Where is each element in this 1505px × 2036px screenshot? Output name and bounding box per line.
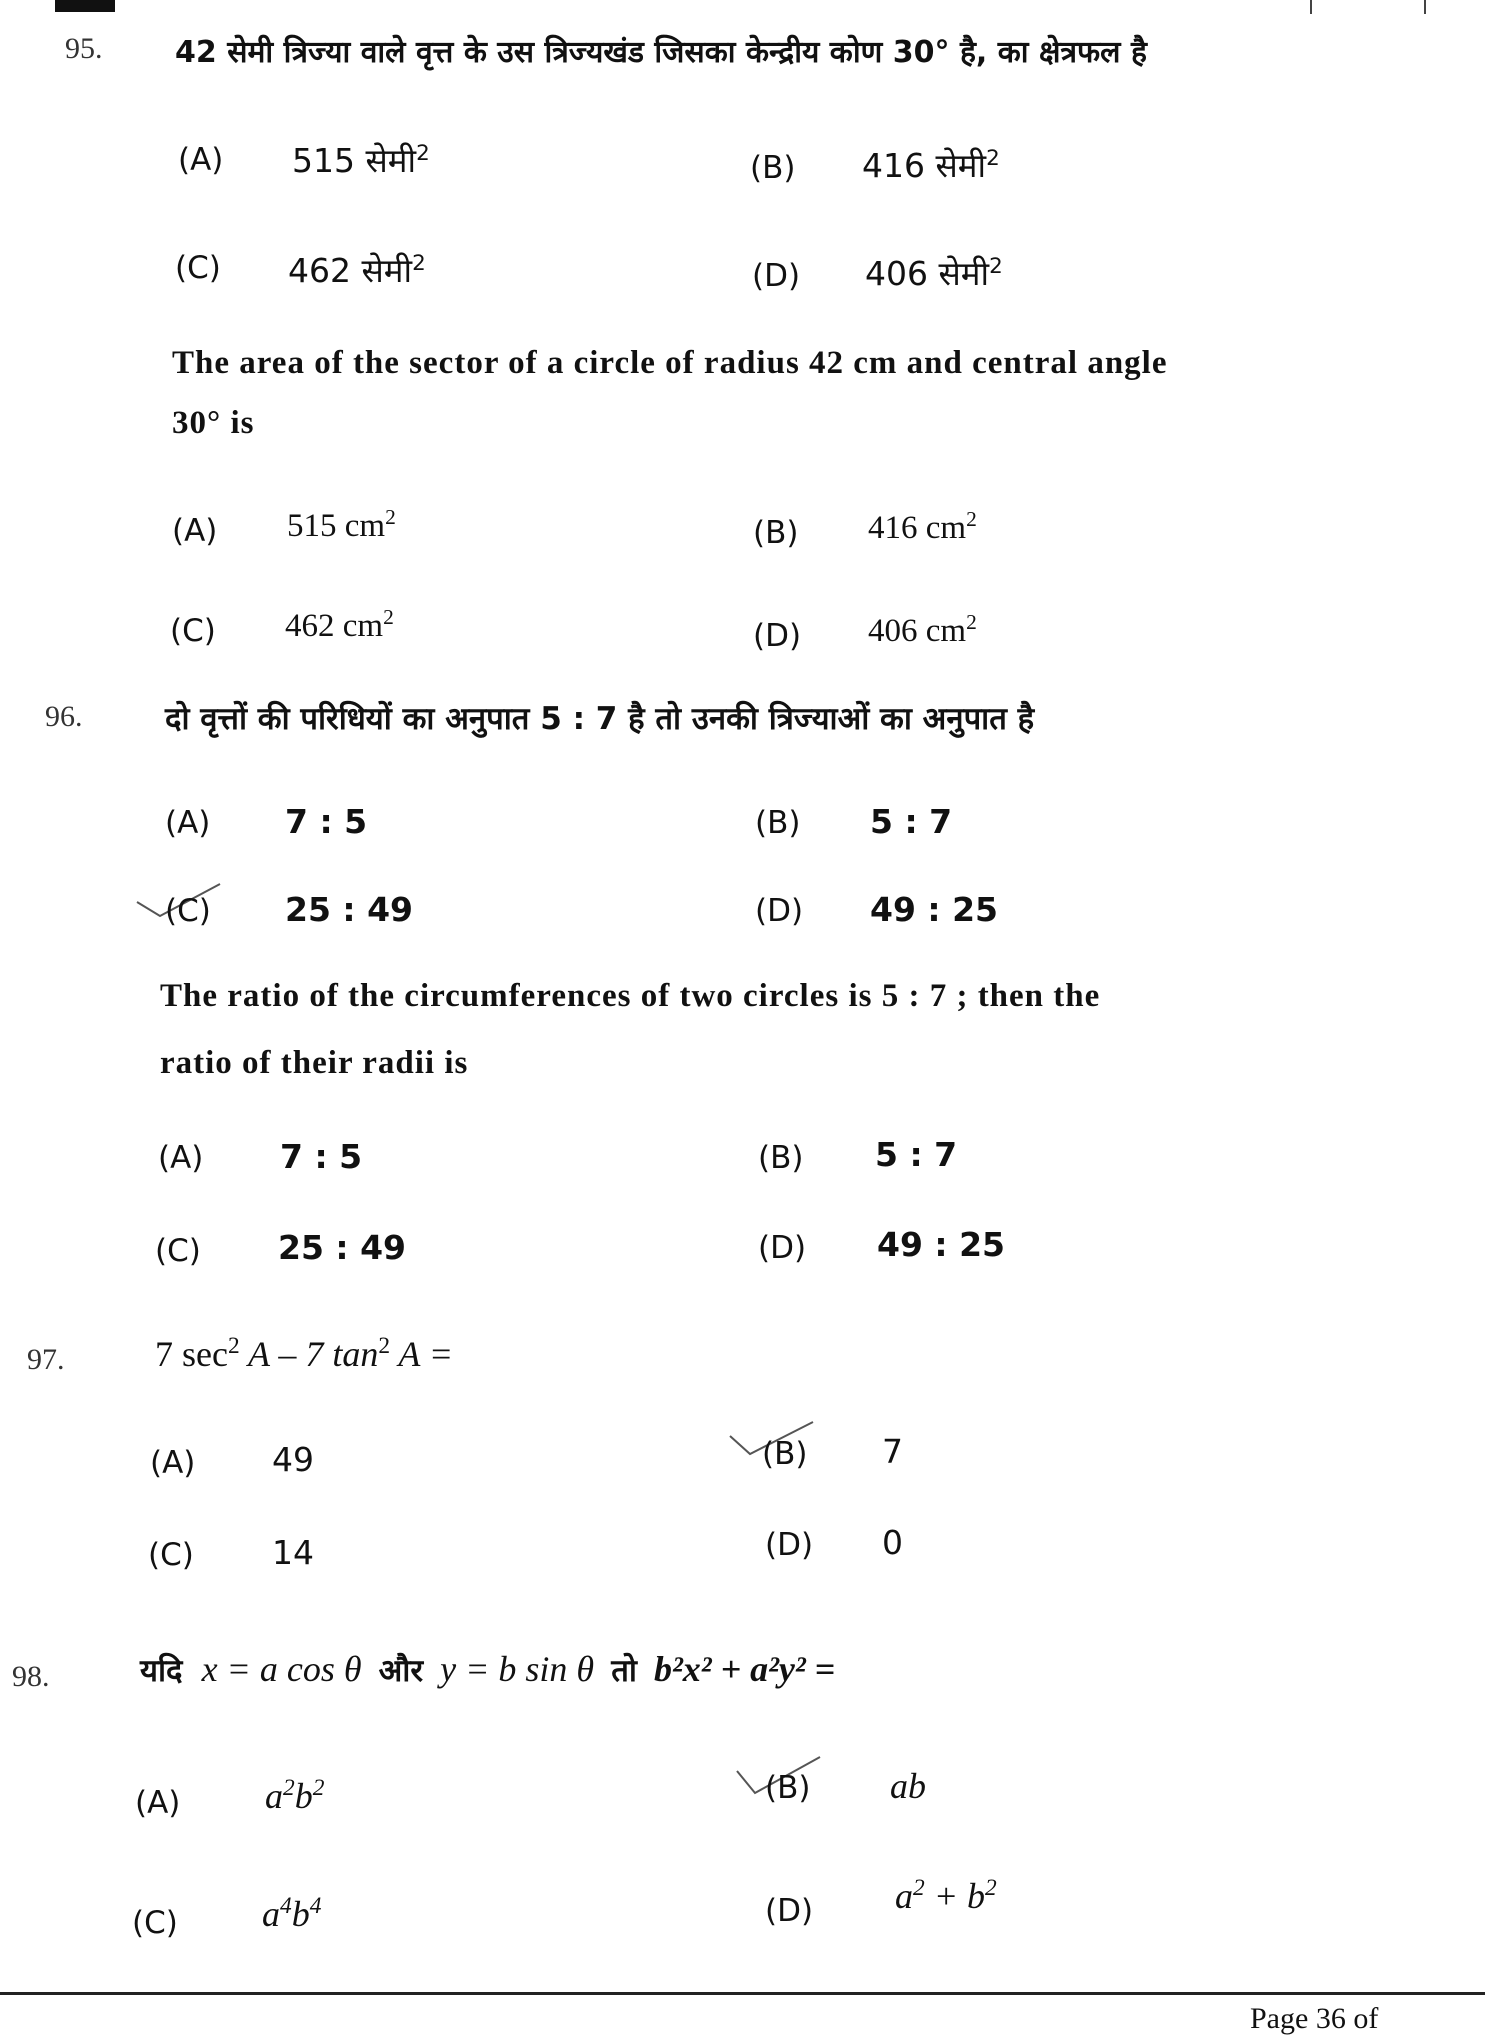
option-label: (C) <box>165 893 211 929</box>
superscript: 2 <box>412 251 426 276</box>
option-label: (A) <box>165 805 211 841</box>
option-label: (C) <box>132 1905 178 1941</box>
superscript: 2 <box>966 610 977 634</box>
option-label: (C) <box>175 250 221 286</box>
question-text-hindi: 42 सेमी त्रिज्या वाले वृत्त के उस त्रिज्यखंड जिसका केन्द्रीय कोण 30° है, का क्षेत्रफल है <box>175 35 1147 70</box>
superscript: 2 <box>383 605 394 629</box>
question-number: 95. <box>65 32 103 65</box>
option-value: 7 : 5 <box>285 802 368 841</box>
option-label: (D) <box>755 893 804 929</box>
option-label: (A) <box>135 1785 181 1821</box>
option-value: 14 <box>272 1533 314 1572</box>
option-label: (A) <box>150 1445 196 1481</box>
option-label: (C) <box>148 1537 194 1573</box>
page-number-box <box>1310 0 1426 14</box>
option-value: 7 : 5 <box>280 1137 363 1176</box>
option-label: (C) <box>170 613 216 649</box>
option-value: 25 : 49 <box>278 1228 407 1267</box>
footer-divider <box>0 1992 1485 1995</box>
corner-mark <box>55 0 115 12</box>
option-value: 49 : 25 <box>870 890 999 929</box>
option-value: 406 सेमी <box>865 254 990 293</box>
option-label: (B) <box>753 515 799 551</box>
option-label: (D) <box>758 1230 807 1266</box>
option-value: 0 <box>882 1523 903 1562</box>
option-label: (A) <box>172 513 218 549</box>
question-number: 98. <box>12 1660 50 1693</box>
option-value: 49 : 25 <box>877 1225 1006 1264</box>
option-value: 5 : 7 <box>875 1135 958 1174</box>
option-value: 462 cm <box>285 608 384 644</box>
option-label: (B) <box>758 1140 804 1176</box>
option-value: 25 : 49 <box>285 890 414 929</box>
page-footer: Page 36 of <box>1250 2002 1379 2035</box>
option-label: (A) <box>178 142 224 178</box>
option-value: $a^2b^2$ <box>265 1775 325 1816</box>
option-label: (B) <box>765 1770 811 1806</box>
option-label: (A) <box>158 1140 204 1176</box>
question-text-hindi: दो वृत्तों की परिधियों का अनुपात 5 : 7 है तो उनकी त्रिज्याओं का अनुपात है <box>165 701 1035 737</box>
question-text-english-line2: ratio of their radii is <box>160 1045 469 1081</box>
superscript: 2 <box>416 141 430 166</box>
option-label: (D) <box>765 1527 814 1563</box>
option-label: (C) <box>155 1233 201 1269</box>
option-value: 416 cm <box>868 510 967 546</box>
question-expression: 7 $\sec^2 A - 7$ $\tan^2 A$ = <box>155 1333 454 1374</box>
option-value: 416 सेमी <box>862 146 987 185</box>
question-number: 96. <box>45 700 83 733</box>
option-label: (B) <box>755 805 801 841</box>
option-value: 515 cm <box>287 508 386 544</box>
question-expression: यदि x = a cos θ और y = b sin θ तो b²x² + a²y² = <box>140 1649 836 1689</box>
question-text-english: The ratio of the circumferences of two circles is 5 : 7 ; then the <box>160 978 1101 1014</box>
question-number: 97. <box>27 1343 65 1376</box>
superscript: 2 <box>385 505 396 529</box>
option-label: (D) <box>765 1893 814 1929</box>
option-label: (D) <box>753 618 802 654</box>
option-value: 5 : 7 <box>870 802 953 841</box>
question-text-english: The area of the sector of a circle of radius 42 cm and central angle <box>172 345 1168 381</box>
superscript: 2 <box>966 507 977 531</box>
option-value: 49 <box>272 1440 314 1479</box>
option-value: 7 <box>882 1432 903 1471</box>
superscript: 2 <box>989 254 1003 279</box>
option-value: 406 cm <box>868 613 967 649</box>
option-value: $a^4b^4$ <box>262 1893 322 1934</box>
option-label: (B) <box>762 1436 808 1472</box>
option-value: ab <box>890 1766 926 1806</box>
option-label: (D) <box>752 258 801 294</box>
option-value: 515 सेमी <box>292 141 417 180</box>
option-value: $a^2 + b^2$ <box>895 1875 997 1916</box>
question-text-english-line2: 30° is <box>172 405 255 441</box>
superscript: 2 <box>986 146 1000 171</box>
option-value: 462 सेमी <box>288 251 413 290</box>
option-label: (B) <box>750 150 796 186</box>
